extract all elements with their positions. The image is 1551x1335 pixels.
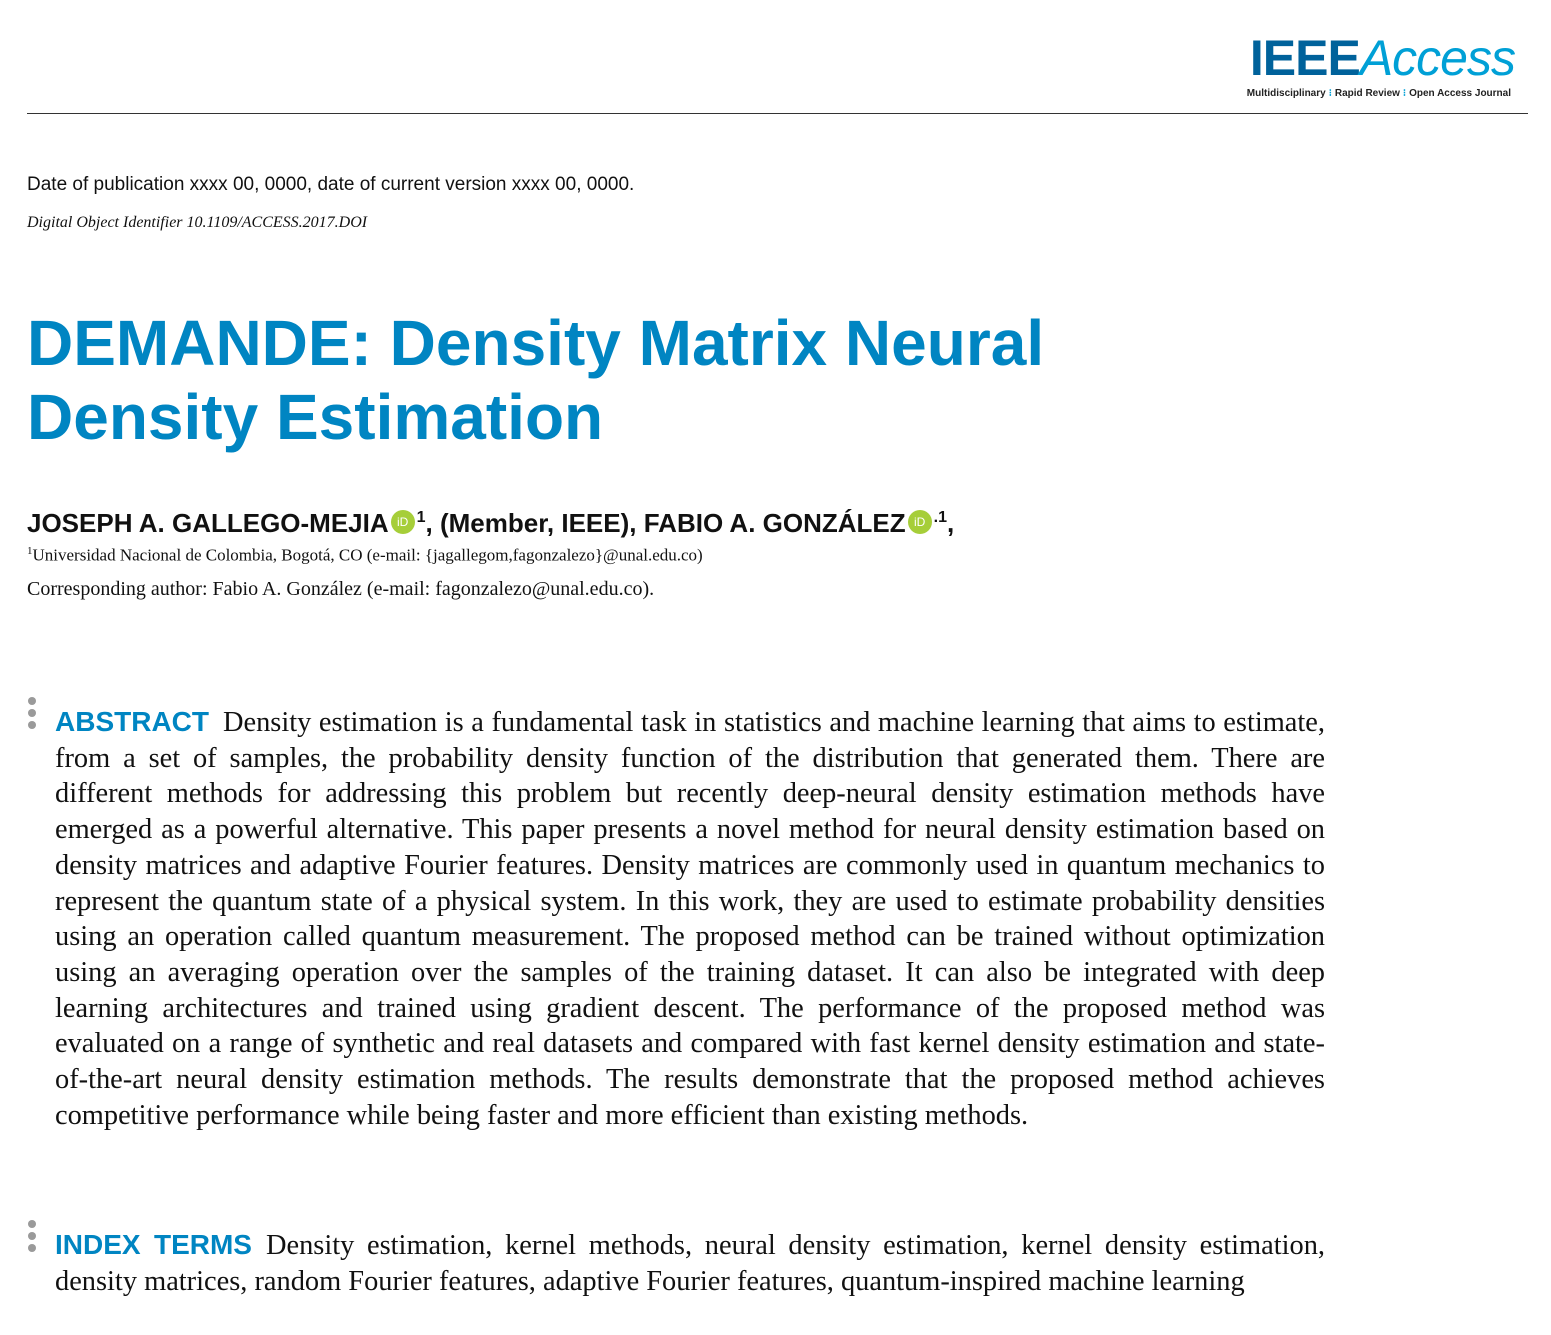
affiliation-text: Universidad Nacional de Colombia, Bogotá, CO (e-mail: {jagallegom,fagonzalezo}@unal.edu.co) [32, 545, 703, 565]
index-terms-text: Density estimation, kernel methods, neural density estimation, kernel density estimation, density matrices, random Fourier features, adaptive Fourier features, quantum-inspired machine learning [55, 1230, 1326, 1297]
index-terms-paragraph [55, 1227, 1325, 1299]
affiliation-mark: 1 [27, 545, 33, 557]
logo-tag-open-access: Open Access Journal [1409, 88, 1511, 99]
paper-title: DEMANDE: Density Matrix Neural Density Estimation [27, 307, 1045, 453]
author-1-name: JOSEPH A. GALLEGO-MEJIA [27, 508, 389, 538]
affiliation [27, 545, 703, 566]
orcid-icon[interactable]: iD [908, 510, 932, 534]
logo-tag-multidisciplinary: Multidisciplinary [1246, 88, 1326, 99]
logo-tag-separator: ⁝ [1402, 88, 1407, 99]
orcid-icon[interactable]: iD [391, 510, 415, 534]
index-terms-heading: INDEX TERMS [55, 1229, 252, 1260]
author-2-affiliation-mark: .1 [933, 509, 947, 526]
abstract-margin-dots-icon [28, 697, 37, 733]
index-terms-margin-dots-icon [28, 1220, 37, 1256]
logo-access-text: Access [1359, 30, 1515, 86]
logo-tagline [1235, 88, 1515, 99]
abstract-heading: ABSTRACT [55, 706, 209, 737]
author-2-suffix: , [946, 508, 955, 538]
abstract-paragraph [55, 704, 1325, 1133]
header-divider [27, 113, 1528, 114]
abstract-text: Density estimation is a fundamental task in statistics and machine learning that aims to estimate, from a set of samples, the probability density function of the distribution that generated them. There are different methods for addressing this problem but recently deep-neural density estimation methods have emerged as a powerful alternative. This paper presents a novel method for neural density estimation based on density matrices and adaptive Fourier features. Density matrices are commonly used in quantum mechanics to represent the quantum state of a physical system. In this work, they are used to estimate probability densities using an operation called quantum measurement. The proposed method can be trained without optimization using an averaging operation over the samples of the training dataset. It can also be integrated with deep learning architectures and trained using gradient descent. The performance of the proposed method was evaluated on a range of synthetic and real datasets and compared with fast kernel density estimation and state-of-the-art neural density estimation methods. The results demonstrate that the proposed method achieves competitive performance while being faster and more efficient than existing methods. [55, 707, 1325, 1131]
author-line [27, 508, 954, 539]
logo-ieee-text: IEEE [1249, 30, 1360, 86]
author-1-affiliation-mark: 1 [416, 509, 426, 526]
logo-wordmark [1235, 30, 1515, 86]
author-2-name: FABIO A. GONZÁLEZ [643, 508, 906, 538]
ieee-access-logo [1235, 30, 1515, 99]
author-1-suffix: , (Member, IEEE), [425, 508, 644, 538]
corresponding-author: Corresponding author: Fabio A. González (e-mail: fagonzalezo@unal.edu.co). [27, 578, 655, 600]
doi-line: Digital Object Identifier 10.1109/ACCESS.2017.DOI [27, 214, 368, 231]
publication-date: Date of publication xxxx 00, 0000, date of current version xxxx 00, 0000. [27, 174, 635, 195]
logo-tag-separator: ⁝ [1328, 88, 1332, 99]
logo-tag-rapid-review: Rapid Review [1334, 88, 1400, 99]
